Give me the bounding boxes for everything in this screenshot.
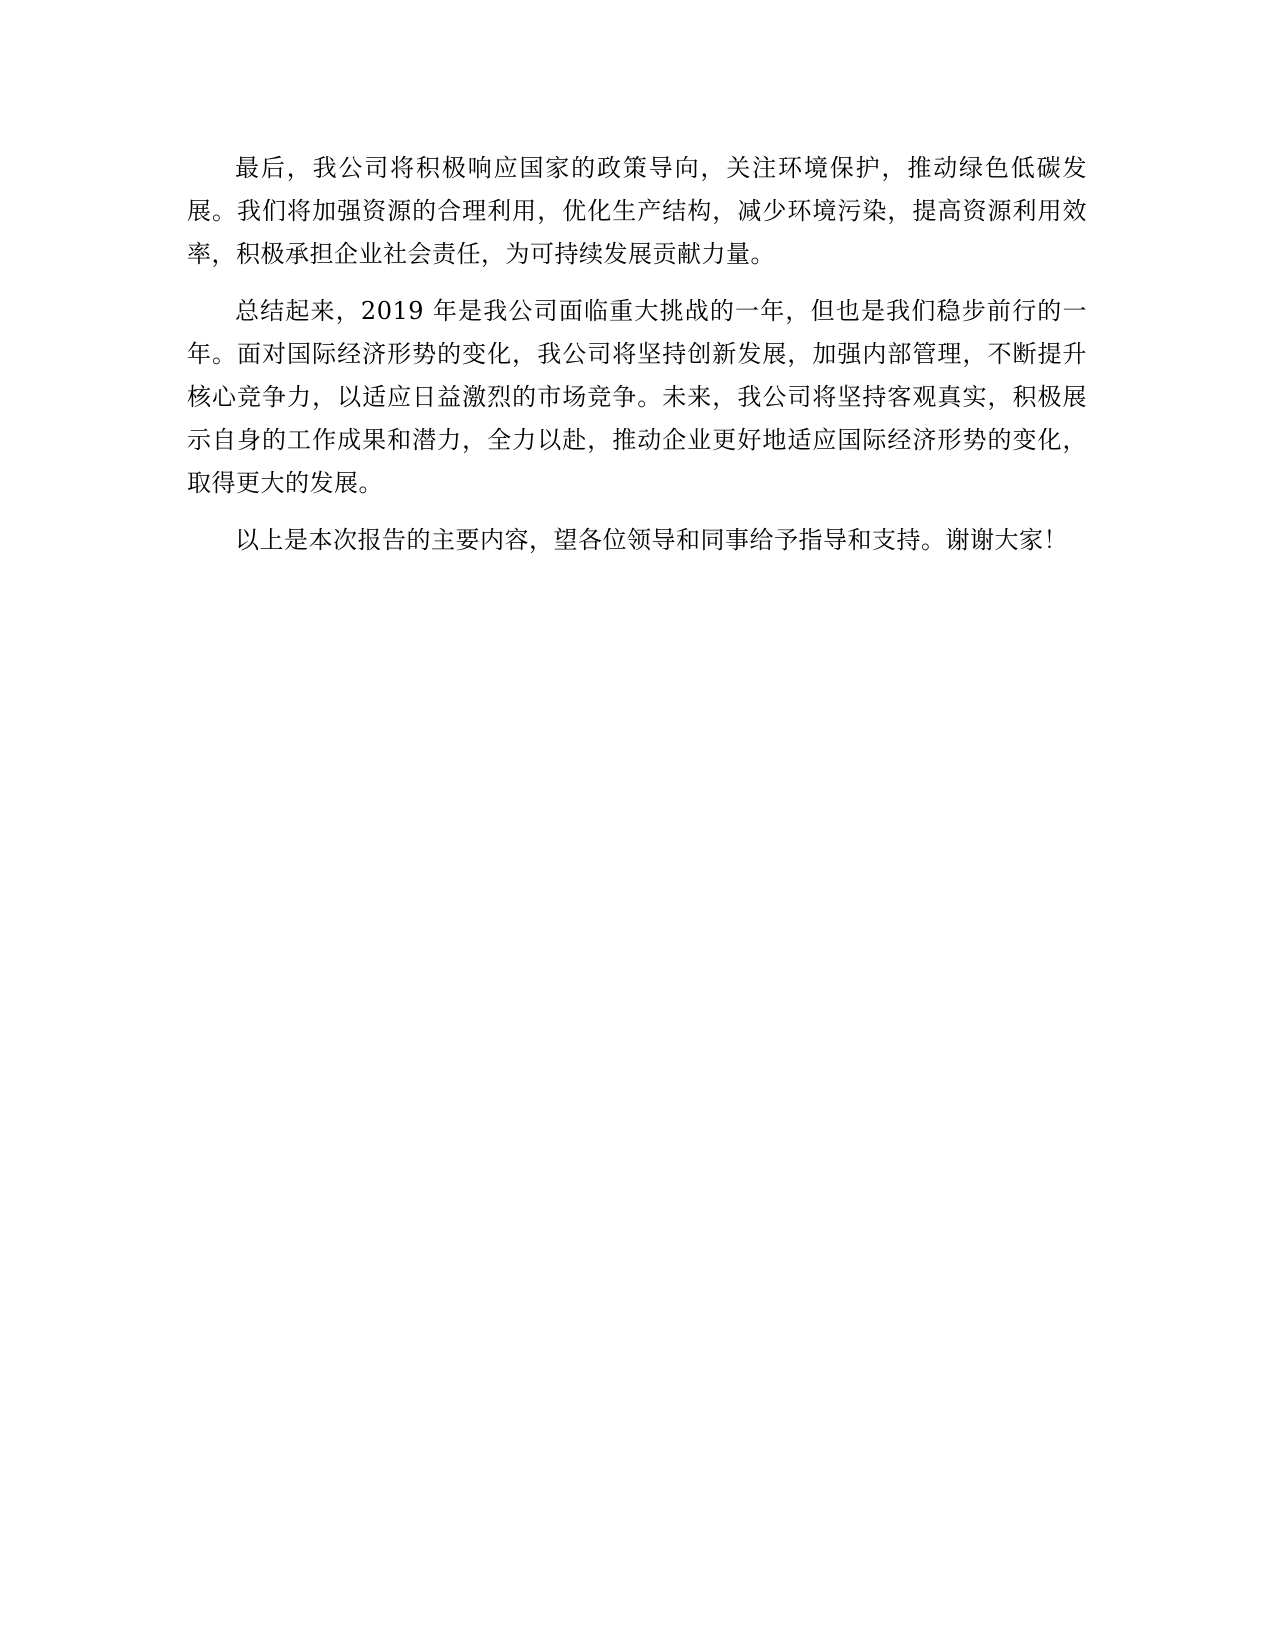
paragraph-closing: 以上是本次报告的主要内容，望各位领导和同事给予指导和支持。谢谢大家！ <box>235 526 1068 554</box>
paragraph-green-development: 最后，我公司将积极响应国家的政策导向，关注环境保护，推动绿色低碳发展。我们将加强资源的合理利用，优化生产结构，减少环境污染，提高资源利用效率，积极承担企业社会责任，为可持续发展贡献力量。 <box>187 154 1087 268</box>
paragraph-summary-2019: 总结起来，2019 年是我公司面临重大挑战的一年，但也是我们稳步前行的一年。面对国际经济形势的变化，我公司将坚持创新发展，加强内部管理，不断提升核心竞争力，以适应日益激烈的市场竞争。未来，我公司将坚持客观真实，积极展示自身的工作成果和潜力，全力以赴，推动企业更好地适应国际经济形势的变化，取得更大的发展。 <box>187 297 1087 497</box>
document-body <box>187 147 1087 576</box>
